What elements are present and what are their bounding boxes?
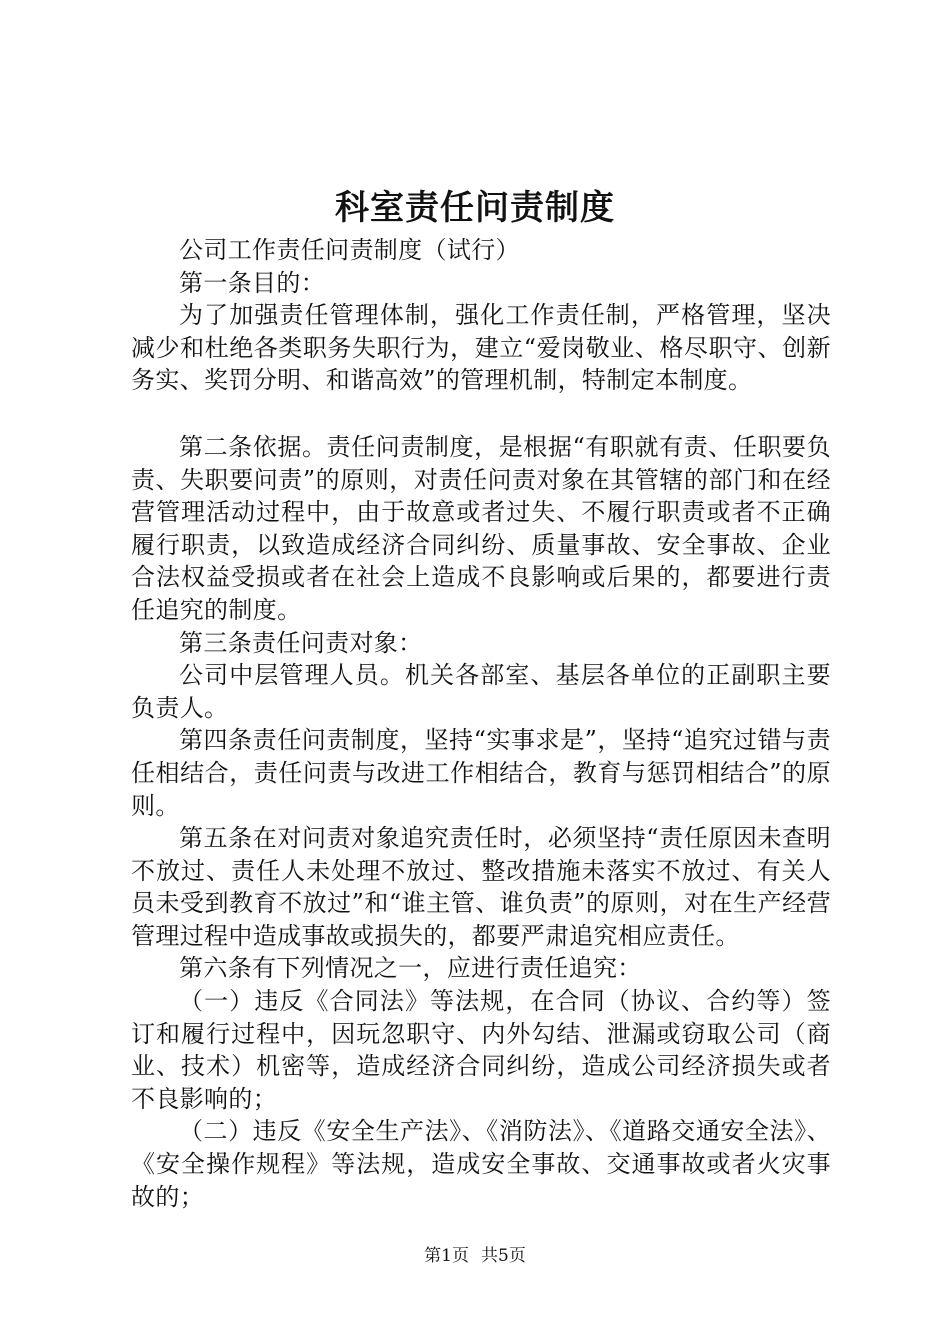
article-4-paragraph: 第四条责任问责制度，坚持“实事求是”，坚持“追究过错与责任相结合，责任问责与改进工作相结合，教育与惩罚相结合”的原则。 — [131, 726, 831, 820]
total-pages: 共5页 — [481, 1246, 526, 1266]
document-title: 科室责任问责制度 — [335, 188, 615, 228]
page-number: 第1页 — [424, 1246, 469, 1266]
document-body — [131, 234, 831, 1213]
article-6-item-2: （二）违反《安全生产法》、《消防法》、《道路交通安全法》、《安全操作规程》等法规，造成安全事故、交通事故或者火灾事故的； — [131, 1117, 831, 1211]
article-3-body: 公司中层管理人员。机关各部室、基层各单位的正副职主要负责人。 — [131, 661, 831, 722]
article-1-body: 为了加强责任管理体制，强化工作责任制，严格管理，坚决减少和杜绝各类职务失职行为，建立“爱岗敬业、格尽职守、创新务实、奖罚分明、和谐高效”的管理机制，特制定本制度。 — [131, 301, 831, 395]
article-6-item-1: （一）违反《合同法》等法规，在合同（协议、合约等）签订和履行过程中，因玩忽职守、内外勾结、泄漏或窃取公司（商业、技术）机密等，造成经济合同纠纷，造成公司经济损失或者不良影响的； — [131, 987, 831, 1113]
article-1-heading: 第一条目的： — [179, 268, 326, 297]
article-3-heading: 第三条责任问责对象： — [179, 628, 423, 657]
article-5-paragraph: 第五条在对问责对象追究责任时，必须坚持“责任原因未查明不放过、责任人未处理不放过、整改措施未落实不放过、有关人员未受到教育不放过”和“谁主管、谁负责”的原则，对在生产经营管理过程中造成事故或损失的，都要严肃追究相应责任。 — [131, 824, 831, 950]
page-footer — [0, 1244, 950, 1268]
article-6-heading: 第六条有下列情况之一，应进行责任追究： — [179, 954, 642, 983]
article-2-paragraph: 第二条依据。责任问责制度，是根据“有职就有责、任职要负责、失职要问责”的原则，对责任问责对象在其管辖的部门和在经营管理活动过程中，由于故意或者过失、不履行职责或者不正确履行职责，以致造成经济合同纠纷、质量事故、安全事故、企业合法权益受损或者在社会上造成不良影响或后果的，都要进行责任追究的制度。 — [131, 432, 831, 624]
subtitle-paragraph: 公司工作责任问责制度（试行） — [179, 236, 520, 264]
